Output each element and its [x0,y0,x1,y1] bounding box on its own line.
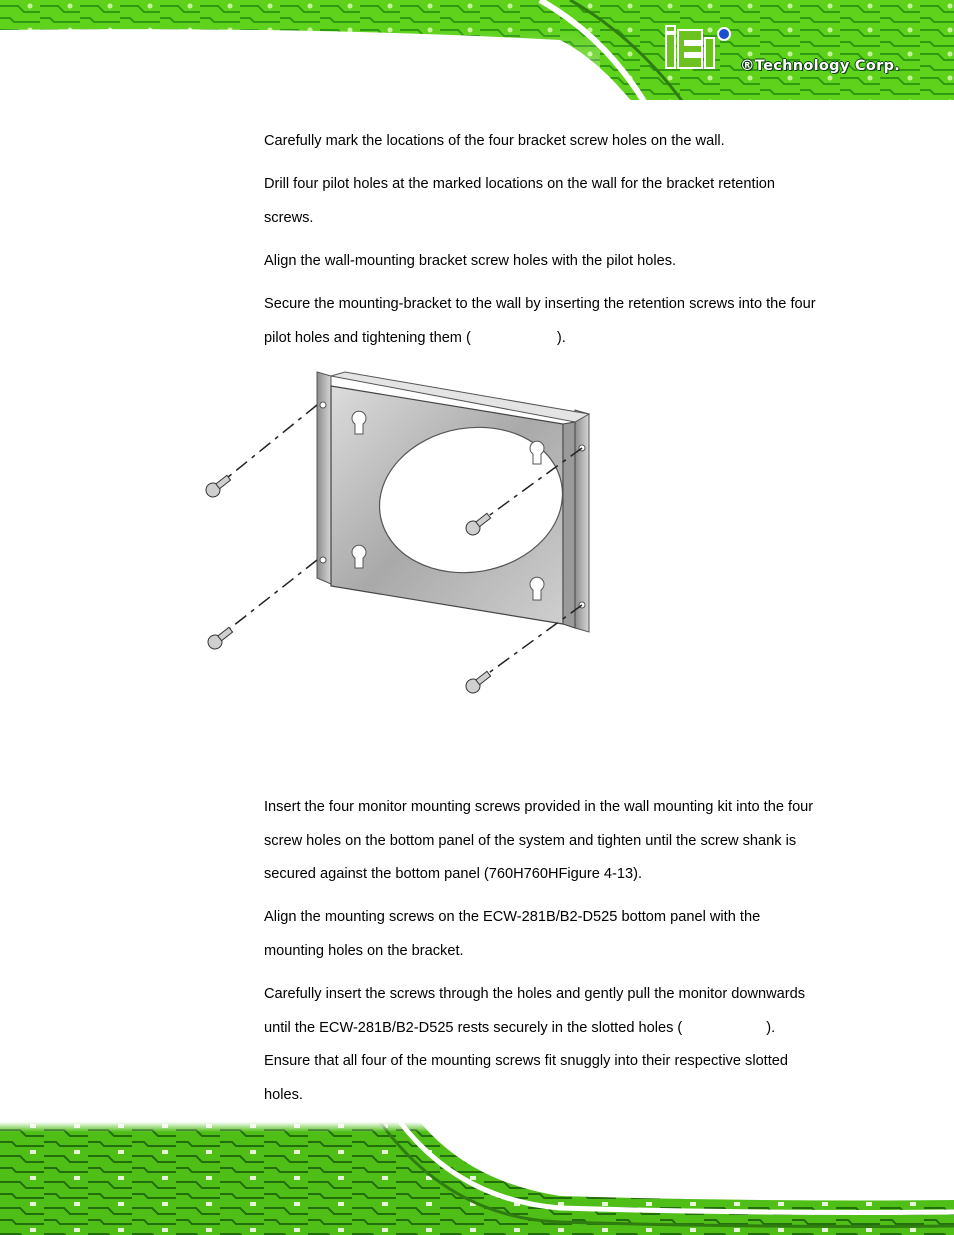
step-text: Insert the four monitor mounting screws provided in the wall mounting kit into the four screw holes on the bottom panel of the system and tighten until the screw shank is secured against the bottom panel (760H760HFigure 4-13). [264,799,814,882]
step-text-after: ). [556,329,566,346]
step-text: Align the wall-mounting bracket screw holes with the pilot holes. [264,253,677,269]
step-text-before: Carefully insert the screws through the holes and gently pull the monitor downwards until the ECW-281B/B2-D525 rests securely in the slotted holes ( [264,986,806,1036]
step-text [264,978,824,1112]
step-text-after: ). Ensure that all four of the mounting screws fit snuggly into their respective slotted holes. [264,1019,789,1103]
step-text: Carefully mark the locations of the four bracket screw holes on the wall. [264,133,725,149]
step-text-before: Secure the mounting-bracket to the wall by inserting the retention screws into the four pilot holes and tightening them ( [264,296,816,346]
pcb-background-bottom [0,1122,954,1235]
footer-banner [0,1122,954,1235]
step-text: Drill four pilot holes at the marked locations on the wall for the bracket retention screws. [264,176,776,226]
wall-bracket-illustration [195,362,615,707]
step-text: Align the mounting screws on the ECW-281B/B2-D525 bottom panel with the mounting holes on the bracket. [264,909,761,959]
iei-logo-icon [664,24,924,84]
step-text [264,288,824,355]
company-name: ®Technology Corp. [740,58,901,74]
